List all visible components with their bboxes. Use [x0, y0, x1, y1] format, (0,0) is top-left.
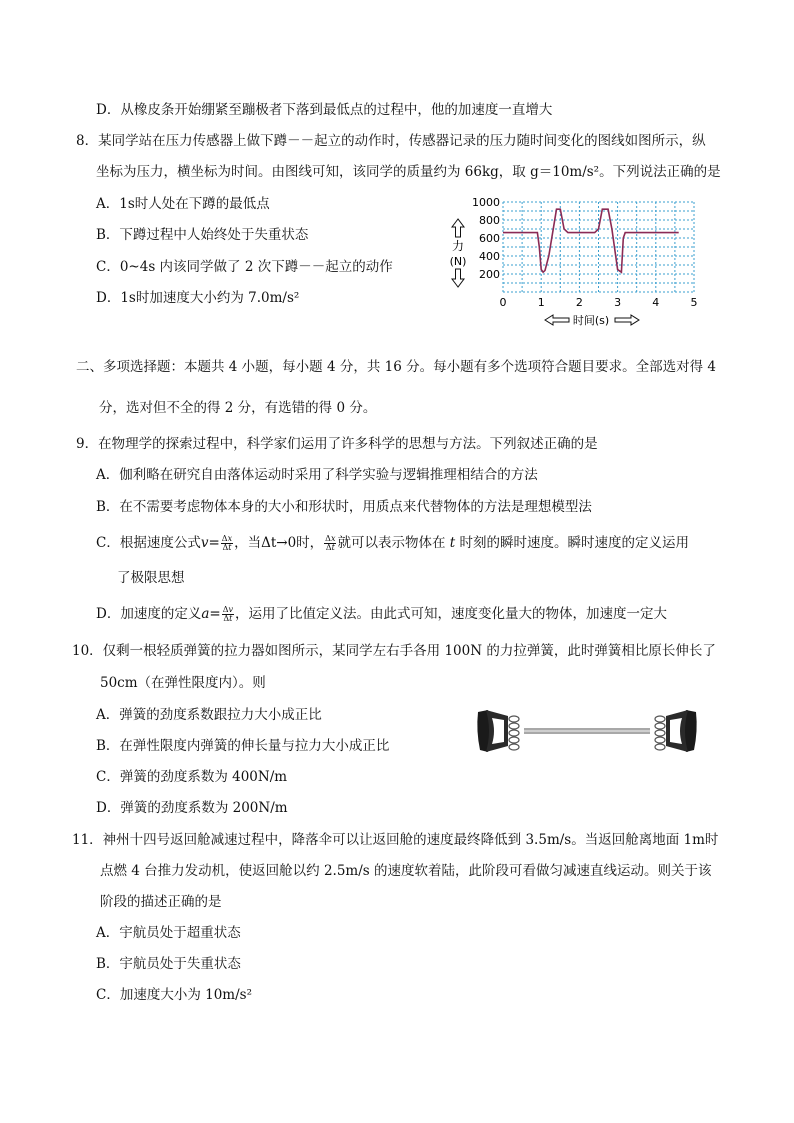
x-axis-label-group — [545, 313, 639, 327]
y-tick-labels — [472, 196, 500, 281]
y-tick-label: 600 — [479, 232, 500, 245]
q10-option-d: D．弹簧的劲度系数为 200N/m — [96, 800, 288, 816]
y-tick-label: 1000 — [472, 196, 500, 209]
q11-stem-line1: 11．神州十四号返回舱减速过程中，降落伞可以让返回舱的速度最终降低到 3.5m/s。当返回舱离地面 1m时 — [72, 832, 719, 848]
right-handle-icon — [666, 710, 697, 752]
q10-option-b: B．在弹性限度内弹簧的伸长量与拉力大小成正比 — [96, 738, 390, 754]
q9-option-c-part3: t→0时， — [270, 535, 324, 551]
q8-option-a: A．1s时人处在下蹲的最低点 — [96, 196, 270, 212]
y-tick-label: 200 — [479, 268, 500, 281]
x-tick-label: 4 — [652, 296, 660, 309]
chart-grid — [503, 202, 694, 292]
velocity-formula-fraction: $\frac{\Delta x}{\Delta t}$ — [221, 534, 233, 552]
x-tick-label: 1 — [537, 296, 545, 309]
x-tick-label: 5 — [690, 296, 698, 309]
section2-heading-line2: 分，选对但不全的得 2 分，有选错的得 0 分。 — [99, 400, 377, 416]
q8-option-d: D．1s时加速度大小约为 7.0m/s² — [96, 290, 300, 306]
q11-option-c: C．加速度大小为 10m/s² — [96, 987, 252, 1003]
q9-option-d-part1: D．加速度的定义 — [96, 606, 202, 622]
spring-expander-image — [474, 706, 700, 756]
x-tick-label: 2 — [575, 296, 583, 309]
q9-option-c-part2: ，当 — [234, 535, 262, 551]
q9-option-d-part2: ，运用了比值定义法。由此式可知，速度变化量大的物体，加速度一定大 — [235, 606, 668, 622]
q9-option-c-part1: C．根据速度公式 — [96, 535, 201, 551]
q9-option-c-line2: 了极限思想 — [117, 570, 185, 586]
q9-option-c-part4: 就可以表示物体在 — [337, 535, 446, 551]
y-tick-label: 400 — [479, 250, 500, 263]
q8-option-c: C．0~4s 内该同学做了 2 次下蹲－－起立的动作 — [96, 259, 393, 275]
right-spring-hooks — [655, 716, 665, 750]
q11-option-b: B．宇航员处于失重状态 — [96, 956, 241, 972]
q10-option-a: A．弹簧的劲度系数跟拉力大小成正比 — [96, 707, 322, 723]
acceleration-formula-fraction: $\frac{\Delta v}{\Delta t}$ — [222, 605, 234, 623]
q10-stem-line2: 50cm（在弹性限度内）。则 — [100, 675, 266, 691]
left-handle-icon — [477, 710, 508, 752]
q9-stem: 9．在物理学的探索过程中，科学家们运用了许多科学的思想与方法。下列叙述正确的是 — [76, 436, 598, 452]
force-time-chart — [445, 193, 715, 328]
q11-stem-line3: 阶段的描述正确的是 — [100, 894, 222, 910]
y-tick-label: 800 — [479, 214, 500, 227]
q8-stem-line1: 8．某同学站在压力传感器上做下蹲－－起立的动作时，传感器记录的压力随时间变化的图线如图所示，纵 — [76, 133, 706, 149]
x-tick-label: 0 — [499, 296, 507, 309]
q9-option-b: B．在不需要考虑物体本身的大小和形状时，用质点来代替物体的方法是理想模型法 — [96, 499, 592, 515]
force-curve-series — [503, 209, 679, 272]
x-axis-label: 时间(s) — [572, 314, 610, 327]
y-axis-label-char2: (N) — [449, 255, 467, 268]
q7-option-d: D．从橡皮条开始绷紧至蹦极者下落到最低点的过程中，他的加速度一直增大 — [96, 102, 553, 118]
section2-heading-line1: 二、多项选择题：本题共 4 小题，每小题 4 分，共 16 分。每小题有多个选项符合题目要求。全部选对得 4 — [76, 359, 716, 375]
x-tick-labels — [500, 296, 698, 309]
q9-option-c: C．根据速度公式v= $\frac{\Delta x}{\Delta t}$ ，当Δt→0时， $\frac{\Delta x}{\Delta t}$ 就可以表示物体在 t 时刻的瞬时速度。瞬时速度的定义运用 — [96, 534, 689, 552]
q8-stem-line2: 坐标为压力，横坐标为时间。由图线可知，该同学的质量约为 66kg，取 g＝10m/s²。下列说法正确的是 — [96, 164, 721, 180]
q10-stem-line1: 10．仅剩一根轻质弹簧的拉力器如图所示，某同学左右手各用 100N 的力拉弹簧，此时弹簧相比原长伸长了 — [72, 643, 716, 659]
ratio-fraction: $\frac{\Delta x}{\Delta t}$ — [325, 534, 336, 552]
q9-option-a: A．伽利略在研究自由落体运动时采用了科学实验与逻辑推理相结合的方法 — [96, 467, 538, 483]
x-tick-label: 3 — [614, 296, 622, 309]
up-arrow-icon — [452, 219, 464, 237]
spring-coil — [524, 728, 650, 734]
q11-stem-line2: 点燃 4 台推力发动机，使返回舱以约 2.5m/s 的速度软着陆，此阶段可看做匀减速直线运动。则关于该 — [100, 863, 712, 879]
left-arrow-icon — [545, 315, 569, 325]
y-axis-label-group — [450, 219, 467, 287]
q8-option-b: B．下蹲过程中人始终处于失重状态 — [96, 227, 309, 243]
q9-option-d: D．加速度的定义a= $\frac{\Delta v}{\Delta t}$ ，运用了比值定义法。由此式可知，速度变化量大的物体，加速度一定大 — [96, 605, 668, 623]
y-axis-label-char1: 力 — [451, 239, 465, 253]
q9-option-c-part5: 时刻的瞬时速度。瞬时速度的定义运用 — [459, 535, 689, 551]
q10-option-c: C．弹簧的劲度系数为 400N/m — [96, 769, 288, 785]
q11-option-a: A．宇航员处于超重状态 — [96, 925, 241, 941]
left-spring-hooks — [509, 716, 519, 750]
down-arrow-icon — [452, 269, 464, 287]
right-arrow-icon — [615, 315, 639, 325]
